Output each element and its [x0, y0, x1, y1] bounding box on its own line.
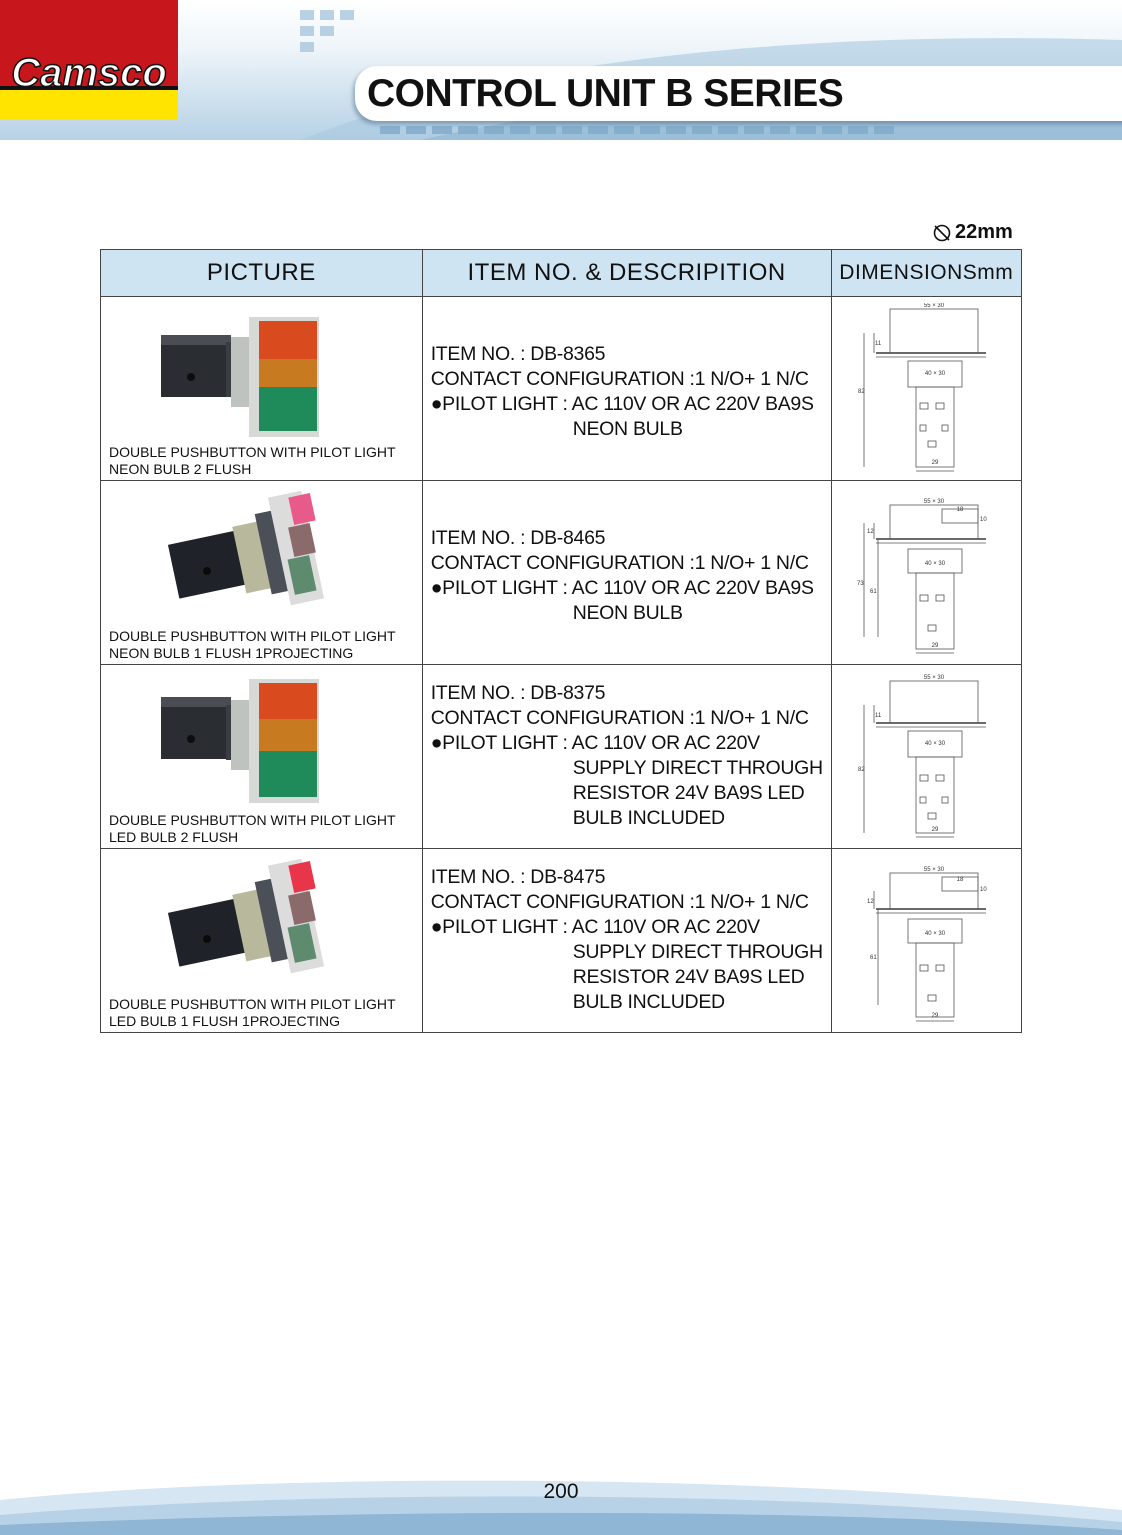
- contact-config: CONTACT CONFIGURATION :1 N/O+ 1 N/C: [430, 368, 809, 390]
- page-number: 200: [543, 1480, 579, 1503]
- dim-mid-label: 40 × 30: [924, 561, 945, 567]
- table-row: [101, 665, 1022, 849]
- table-row: [101, 849, 1022, 1033]
- picture-cell: [101, 849, 423, 1033]
- dim-top-label: 55 × 30: [923, 867, 944, 873]
- camsco-logo: [0, 0, 178, 120]
- caption-line: DOUBLE PUSHBUTTON WITH PILOT LIGHT: [109, 812, 396, 828]
- item-number: ITEM NO. : DB-8365: [430, 343, 606, 365]
- dim-left2-label: 82: [857, 389, 865, 395]
- header-description: ITEM NO. & DESCRIPITION: [422, 250, 831, 297]
- dim-top2-label: 18: [956, 877, 963, 883]
- pilot-light: ●PILOT LIGHT : AC 110V OR AC 220V: [430, 916, 760, 938]
- dimension-drawing: [856, 303, 996, 473]
- item-number: ITEM NO. : DB-8475: [430, 866, 606, 888]
- pilot-light-detail: SUPPLY DIRECT THROUGH: [572, 757, 823, 779]
- dim-bottom-label: 29: [931, 1013, 938, 1019]
- pilot-light-detail: BULB INCLUDED: [572, 991, 725, 1013]
- dim-mid-label: 40 × 30: [924, 371, 945, 377]
- pilot-light-detail: NEON BULB: [572, 602, 683, 624]
- header-dimensions: DIMENSIONSmm: [831, 250, 1021, 297]
- dimension-drawing: [856, 671, 996, 841]
- pilot-light-detail: SUPPLY DIRECT THROUGH: [572, 941, 823, 963]
- caption-line: NEON BULB 1 FLUSH 1PROJECTING: [109, 645, 354, 661]
- dim-top-label: 55 × 30: [923, 499, 944, 505]
- caption-line: LED BULB 2 FLUSH: [109, 829, 239, 845]
- description-cell: [422, 849, 831, 1033]
- product-image-projecting: [151, 491, 381, 626]
- picture-cell: [101, 665, 423, 849]
- pilot-light-detail: NEON BULB: [572, 418, 683, 440]
- caption-line: DOUBLE PUSHBUTTON WITH PILOT LIGHT: [109, 628, 396, 644]
- logo-text: Camsco: [11, 51, 167, 95]
- product-caption: [109, 444, 396, 478]
- pilot-light: ●PILOT LIGHT : AC 110V OR AC 220V BA9S: [430, 577, 814, 599]
- pilot-light-detail: RESISTOR 24V BA9S LED: [572, 966, 805, 988]
- description-cell: [422, 481, 831, 665]
- pilot-light-detail: BULB INCLUDED: [572, 807, 725, 829]
- dimension-drawing: [856, 855, 996, 1025]
- picture-cell: [101, 297, 423, 481]
- item-number: ITEM NO. : DB-8375: [430, 682, 606, 704]
- dim-bottom-label: 29: [931, 460, 938, 466]
- dim-mid-label: 40 × 30: [924, 741, 945, 747]
- table-header-row: [101, 250, 1022, 297]
- dim-left2-label: 61: [869, 955, 877, 961]
- title-box: [355, 66, 1122, 121]
- caption-line: NEON BULB 2 FLUSH: [109, 461, 252, 477]
- header-band: [0, 0, 1122, 140]
- caption-line: DOUBLE PUSHBUTTON WITH PILOT LIGHT: [109, 444, 396, 460]
- pilot-light: ●PILOT LIGHT : AC 110V OR AC 220V: [430, 732, 760, 754]
- description-cell: [422, 665, 831, 849]
- dim-mid-label: 40 × 30: [924, 931, 945, 937]
- dimension-cell: [831, 297, 1021, 481]
- size-value: 22mm: [955, 221, 1013, 243]
- caption-line: LED BULB 1 FLUSH 1PROJECTING: [109, 1013, 341, 1029]
- diameter-icon: [932, 223, 952, 243]
- dim-left2-label: 73: [856, 581, 864, 587]
- dim-right1-label: 10: [979, 517, 987, 523]
- dim-top-label: 55 × 30: [923, 675, 944, 681]
- dim-bottom-label: 29: [931, 827, 938, 833]
- dim-left1-label: 11: [874, 713, 881, 719]
- dimension-drawing: [856, 487, 996, 657]
- description-cell: [422, 297, 831, 481]
- dim-right1-label: 10: [979, 887, 987, 893]
- item-number: ITEM NO. : DB-8465: [430, 527, 606, 549]
- dimension-cell: [831, 481, 1021, 665]
- pilot-light: ●PILOT LIGHT : AC 110V OR AC 220V BA9S: [430, 393, 814, 415]
- dim-top2-label: 18: [956, 507, 963, 513]
- contact-config: CONTACT CONFIGURATION :1 N/O+ 1 N/C: [430, 891, 809, 913]
- table-row: [101, 297, 1022, 481]
- dimension-cell: [831, 665, 1021, 849]
- product-caption: [109, 628, 396, 662]
- caption-line: DOUBLE PUSHBUTTON WITH PILOT LIGHT: [109, 996, 396, 1012]
- dim-left1-label: 12: [866, 529, 874, 535]
- product-image-flush: [151, 307, 381, 442]
- product-caption: [109, 996, 396, 1030]
- dim-left1-label: 12: [866, 899, 874, 905]
- size-label: [932, 221, 1013, 244]
- dimension-cell: [831, 849, 1021, 1033]
- dim-left2-label: 82: [857, 767, 865, 773]
- product-table: [100, 249, 1022, 1033]
- page-title: CONTROL UNIT B SERIES: [367, 72, 844, 115]
- product-image-projecting: [151, 859, 381, 994]
- contact-config: CONTACT CONFIGURATION :1 N/O+ 1 N/C: [430, 552, 809, 574]
- product-caption: [109, 812, 396, 846]
- dim-bottom-label: 29: [931, 643, 938, 649]
- table-row: [101, 481, 1022, 665]
- dim-left1-label: 11: [874, 341, 881, 347]
- dim-left3-label: 61: [869, 589, 877, 595]
- contact-config: CONTACT CONFIGURATION :1 N/O+ 1 N/C: [430, 707, 809, 729]
- dim-top-label: 55 × 30: [923, 303, 944, 309]
- product-image-flush: [151, 675, 381, 810]
- header-picture: PICTURE: [101, 250, 423, 297]
- picture-cell: [101, 481, 423, 665]
- pilot-light-detail: RESISTOR 24V BA9S LED: [572, 782, 805, 804]
